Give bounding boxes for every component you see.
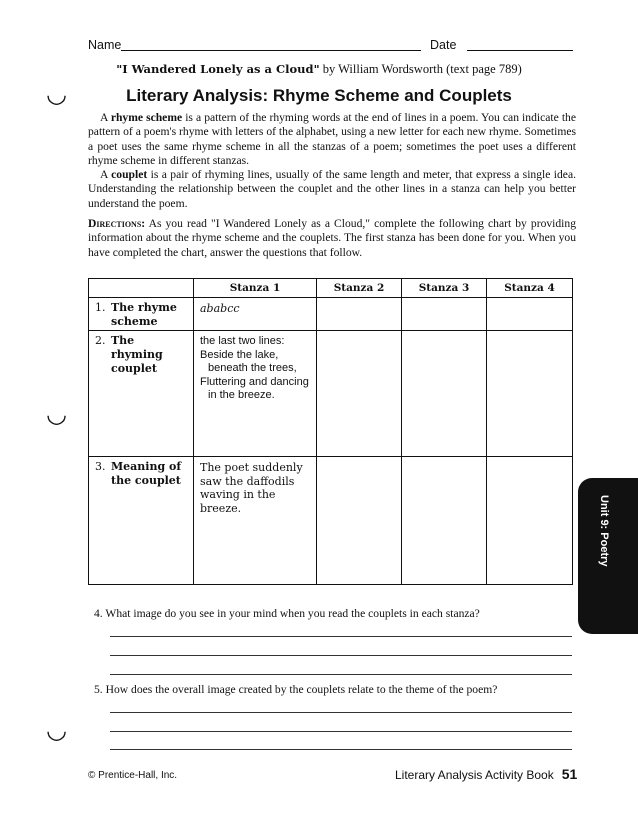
term-rhyme-scheme: rhyme scheme <box>110 111 183 124</box>
subtitle <box>0 62 638 77</box>
book-title: Literary Analysis Activity Book <box>395 768 554 782</box>
cell-stanza2-rhyme[interactable] <box>317 298 402 331</box>
name-label: Name <box>88 38 122 52</box>
intro-paragraph-1: A rhyme scheme is a pattern of the rhyming words at the end of lines in a poem. You can indicate the pattern of a poem's rhyme with letters of the alphabet, using a new letter for each new rhyme. Sometimes a poet uses the same rhyme scheme in all the stanzas of a poem; sometimes the poet uses a different rhyme scheme in different stanzas. <box>88 111 576 167</box>
cell-stanza3-couplet[interactable] <box>402 331 487 457</box>
page-title: Literary Analysis: Rhyme Scheme and Couplets <box>126 86 512 105</box>
cell-stanza3-meaning[interactable] <box>402 457 487 585</box>
page-number: 51 <box>561 766 578 782</box>
answer-line[interactable] <box>110 712 572 713</box>
answer-line[interactable] <box>110 636 572 637</box>
chart-header-row <box>89 279 573 298</box>
answer-line[interactable] <box>110 749 572 750</box>
date-label: Date <box>430 38 457 52</box>
cell-stanza2-meaning[interactable] <box>317 457 402 585</box>
binder-hole-mark: ◡ <box>46 80 67 108</box>
directions-heading: Directions: <box>88 217 146 230</box>
subtitle-rest: by William Wordsworth (text page 789) <box>319 62 522 76</box>
table-row <box>89 298 573 331</box>
question-5: 5. How does the overall image created by the couplets relate to the theme of the poem? <box>94 683 498 696</box>
question-4: 4. What image do you see in your mind when you read the couplets in each stanza? <box>94 607 480 620</box>
directions <box>88 217 576 260</box>
binder-hole-mark: ◡ <box>46 400 67 428</box>
table-row <box>89 457 573 585</box>
answer-line[interactable] <box>110 655 572 656</box>
column-header: Stanza 1 <box>194 279 317 298</box>
chart-corner <box>89 279 194 298</box>
poem-title: "I Wandered Lonely as a Cloud" <box>116 62 320 76</box>
row-label: 2. The rhyming couplet <box>89 331 194 457</box>
cell-stanza3-rhyme[interactable] <box>402 298 487 331</box>
cell-stanza1-rhyme: ababcc <box>194 298 317 331</box>
unit-tab-label: Unit 9: Poetry <box>598 495 610 567</box>
rhyme-chart <box>88 278 573 585</box>
cell-stanza4-couplet[interactable] <box>487 331 573 457</box>
row-label: 1. The rhyme scheme <box>89 298 194 331</box>
cell-stanza1-meaning: The poet suddenly saw the daffodils waving in the breeze. <box>194 457 317 585</box>
copyright: © Prentice-Hall, Inc. <box>88 770 178 781</box>
table-row <box>89 331 573 457</box>
term-couplet: couplet <box>111 168 148 182</box>
cell-stanza1-couplet: the last two lines: Beside the lake, beneath the trees, Fluttering and dancing in the breeze. <box>194 331 317 457</box>
binder-hole-mark: ◡ <box>46 716 67 744</box>
cell-stanza4-rhyme[interactable] <box>487 298 573 331</box>
intro-paragraph-2: A couplet is a pair of rhyming lines, usually of the same length and meter, that express a single idea. Understanding the relationship between the couplet and the other lines in a stanza can help you better understand the poem. <box>88 168 576 210</box>
column-header: Stanza 4 <box>487 279 573 298</box>
intro-text <box>88 111 576 211</box>
cell-stanza2-couplet[interactable] <box>317 331 402 457</box>
name-field[interactable] <box>121 50 421 51</box>
column-header: Stanza 3 <box>402 279 487 298</box>
cell-stanza4-meaning[interactable] <box>487 457 573 585</box>
answer-line[interactable] <box>110 731 572 732</box>
column-header: Stanza 2 <box>317 279 402 298</box>
date-field[interactable] <box>467 50 573 51</box>
answer-line[interactable] <box>110 674 572 675</box>
directions-text: As you read "I Wandered Lonely as a Cloud," complete the following chart by providing information about the rhyme scheme and the couplets. The first stanza has been done for you. When you have completed the chart, answer the questions that follow. <box>88 217 576 259</box>
footer-book <box>395 766 577 782</box>
row-label: 3. Meaning of the couplet <box>89 457 194 585</box>
